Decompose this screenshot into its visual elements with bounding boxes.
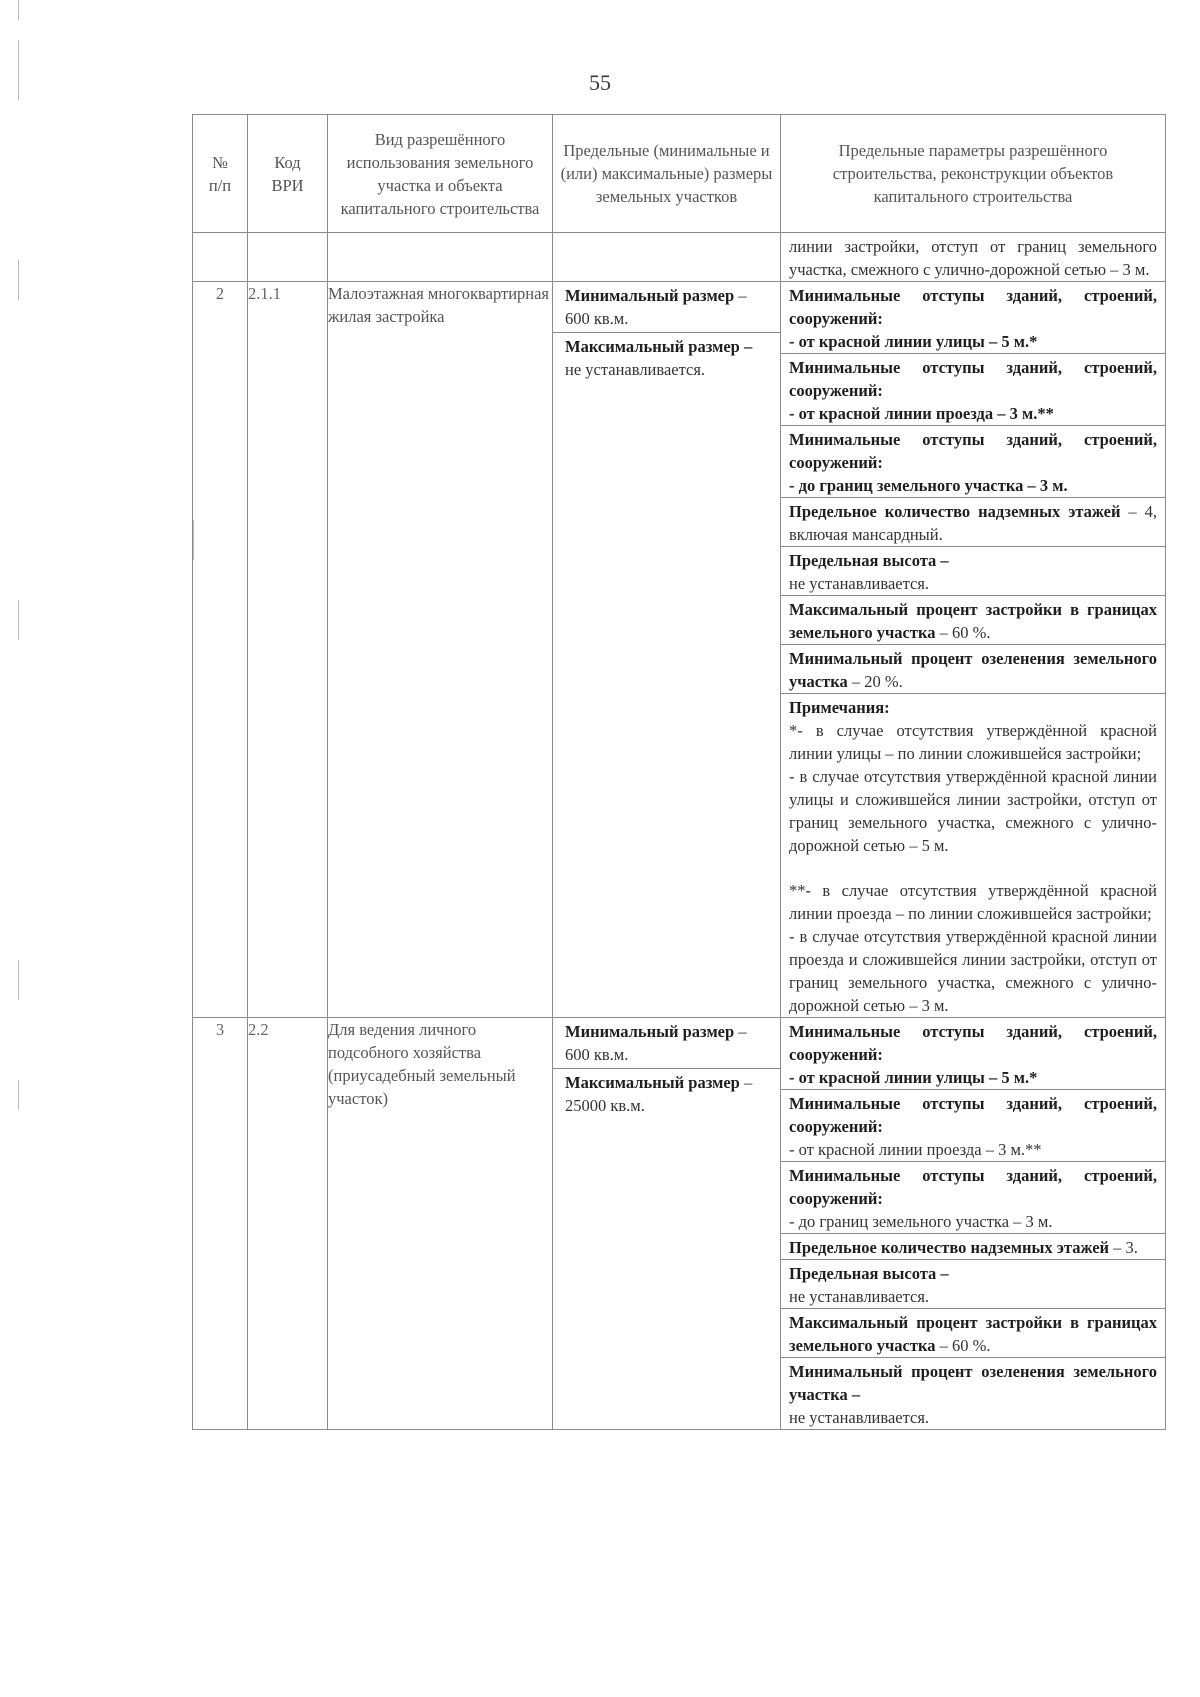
param-value: не устанавливается. bbox=[789, 1287, 930, 1306]
header-params: Предельные параметры разрешённого строительства, реконструкции объектов капитального строительства bbox=[781, 115, 1166, 233]
param-title: Минимальные отступы зданий, строений, сооружений: bbox=[789, 1022, 1157, 1064]
param-block bbox=[781, 1309, 1165, 1358]
param-title: Минимальные отступы зданий, строений, сооружений: bbox=[789, 286, 1157, 328]
notes-block bbox=[781, 694, 1165, 1017]
param-block bbox=[781, 645, 1165, 694]
max-size-title: Максимальный размер – bbox=[565, 337, 753, 356]
notes-title: Примечания: bbox=[789, 698, 890, 717]
min-size bbox=[553, 282, 780, 333]
param-block bbox=[781, 426, 1165, 498]
page-number: 55 bbox=[589, 70, 611, 95]
min-size-value: – 600 кв.м. bbox=[565, 1022, 747, 1064]
param-block bbox=[781, 1358, 1165, 1429]
land-use-regulations-table bbox=[192, 114, 1166, 1430]
param-title: Максимальный процент застройки в границах земельного участка bbox=[789, 600, 1157, 642]
continuation-row bbox=[193, 233, 1166, 282]
continuation-use bbox=[328, 233, 553, 282]
continuation-params bbox=[781, 233, 1166, 282]
param-block bbox=[781, 354, 1165, 426]
param-value: - от красной линии улицы – 5 м.* bbox=[789, 332, 1038, 351]
param-value: не устанавливается. bbox=[789, 574, 930, 593]
param-title: Минимальные отступы зданий, строений, сооружений: bbox=[789, 1094, 1157, 1136]
max-size bbox=[553, 1069, 780, 1119]
continuation-sizes bbox=[553, 233, 781, 282]
param-block bbox=[781, 547, 1165, 596]
row-code: 2.1.1 bbox=[248, 282, 328, 1018]
header-num: № п/п bbox=[193, 115, 248, 233]
row-params bbox=[781, 1018, 1166, 1430]
param-title: Предельное количество надземных этажей bbox=[789, 1238, 1110, 1257]
note-line: - в случае отсутствия утверждённой красной линии проезда и сложившейся линии застройки, отступ от границ земельного участка, смежного с улично-дорожной сетью – 3 м. bbox=[789, 927, 1157, 1015]
min-size-value: – 600 кв.м. bbox=[565, 286, 747, 328]
note-line: **- в случае отсутствия утверждённой красной линии проезда – по линии сложившейся застройки; bbox=[789, 881, 1157, 923]
max-size-value: не устанавливается. bbox=[565, 360, 706, 379]
table-row bbox=[193, 1018, 1166, 1430]
param-title: Минимальные отступы зданий, строений, сооружений: bbox=[789, 1166, 1157, 1208]
param-value: - до границ земельного участка – 3 м. bbox=[789, 476, 1068, 495]
param-title: Минимальные отступы зданий, строений, сооружений: bbox=[789, 358, 1157, 400]
continuation-num bbox=[193, 233, 248, 282]
param-block bbox=[781, 282, 1165, 354]
param-block bbox=[781, 498, 1165, 547]
param-title: Предельная высота – bbox=[789, 551, 949, 570]
param-value: – 4, включая мансардный. bbox=[789, 502, 1157, 544]
param-block bbox=[781, 1162, 1165, 1234]
row-code: 2.2 bbox=[248, 1018, 328, 1430]
continuation-text: линии застройки, отступ от границ земельного участка, смежного с улично-дорожной сетью – 3 м. bbox=[789, 237, 1157, 279]
row-sizes bbox=[553, 282, 781, 1018]
header-use: Вид разрешённого использования земельного участка и объекта капитального строительства bbox=[328, 115, 553, 233]
row-params bbox=[781, 282, 1166, 1018]
param-title: Максимальный процент застройки в границах земельного участка bbox=[789, 1313, 1157, 1355]
param-block bbox=[781, 1260, 1165, 1309]
param-value: - до границ земельного участка – 3 м. bbox=[789, 1212, 1053, 1231]
param-value: – 20 %. bbox=[847, 672, 903, 691]
max-size-title: Максимальный размер bbox=[565, 1073, 740, 1092]
row-number: 2 bbox=[193, 282, 248, 1018]
param-title: Минимальный процент озеленения земельного участка – bbox=[789, 1362, 1157, 1404]
header-sizes: Предельные (минимальные и (или) максимальные) размеры земельных участков bbox=[553, 115, 781, 233]
param-title: Минимальный процент озеленения земельного участка bbox=[789, 649, 1157, 691]
row-number: 3 bbox=[193, 1018, 248, 1430]
param-value: не устанавливается. bbox=[789, 1408, 930, 1427]
param-title: Предельное количество надземных этажей bbox=[789, 502, 1121, 521]
param-value: – 60 %. bbox=[935, 623, 991, 642]
table-header-row bbox=[193, 115, 1166, 233]
param-value: - от красной линии проезда – 3 м.** bbox=[789, 404, 1054, 423]
scan-edge-mark bbox=[18, 260, 19, 300]
param-value: - от красной линии проезда – 3 м.** bbox=[789, 1140, 1042, 1159]
table-row bbox=[193, 282, 1166, 1018]
param-block bbox=[781, 596, 1165, 645]
param-block bbox=[781, 1090, 1165, 1162]
min-size bbox=[553, 1018, 780, 1069]
header-code: Код ВРИ bbox=[248, 115, 328, 233]
param-value: - от красной линии улицы – 5 м.* bbox=[789, 1068, 1038, 1087]
param-block bbox=[781, 1234, 1165, 1260]
param-title: Предельная высота – bbox=[789, 1264, 949, 1283]
min-size-title: Минимальный размер bbox=[565, 286, 735, 305]
continuation-code bbox=[248, 233, 328, 282]
max-size-value: – 25000 кв.м. bbox=[565, 1073, 753, 1115]
row-use: Малоэтажная многоквартирная жилая застройка bbox=[328, 282, 553, 1018]
scan-edge-mark bbox=[18, 0, 19, 20]
param-block bbox=[781, 1018, 1165, 1090]
param-title: Минимальные отступы зданий, строений, сооружений: bbox=[789, 430, 1157, 472]
row-use: Для ведения личного подсобного хозяйства (приусадебный земельный участок) bbox=[328, 1018, 553, 1430]
param-value: – 60 %. bbox=[935, 1336, 991, 1355]
min-size-title: Минимальный размер bbox=[565, 1022, 735, 1041]
param-value: – 3. bbox=[1109, 1238, 1138, 1257]
max-size bbox=[553, 333, 780, 383]
note-line: *- в случае отсутствия утверждённой красной линии улицы – по линии сложившейся застройки; bbox=[789, 721, 1157, 763]
row-sizes bbox=[553, 1018, 781, 1430]
scan-edge-mark bbox=[18, 960, 19, 1000]
note-line: - в случае отсутствия утверждённой красной линии улицы и сложившейся линии застройки, отступ от границ земельного участка, смежного с улично-дорожной сетью – 5 м. bbox=[789, 767, 1157, 855]
scan-edge-mark bbox=[18, 600, 19, 640]
scan-edge-mark bbox=[18, 1080, 19, 1110]
